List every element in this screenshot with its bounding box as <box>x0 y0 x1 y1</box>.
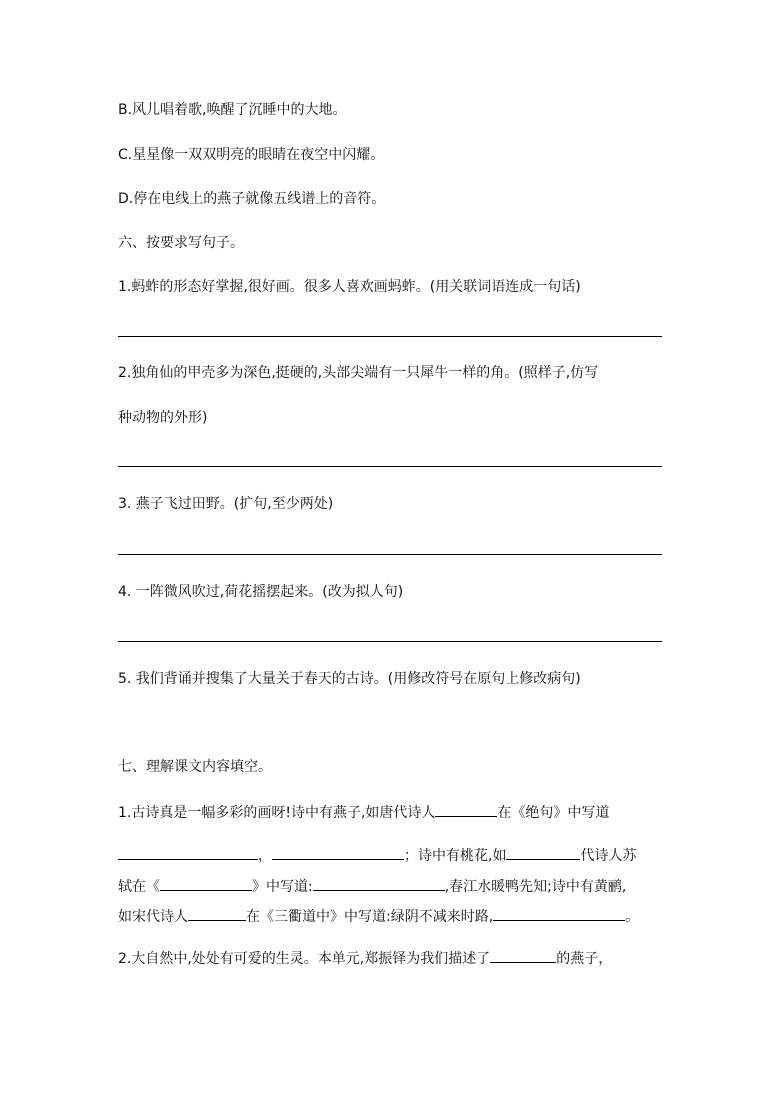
answer-line-6-1[interactable] <box>118 336 662 337</box>
question-6-5: 5. 我们背诵并搜集了大量关于春天的古诗。(用修改符号在原句上修改病句) <box>118 671 581 687</box>
text-segment: 》中写道: <box>252 879 313 895</box>
question-7-2-line1 <box>118 947 612 969</box>
blank-swallow[interactable] <box>490 947 556 963</box>
question-6-3: 3. 燕子飞过田野。(扩句,至少两处) <box>118 496 334 512</box>
text-segment: 代诗人苏 <box>580 848 637 864</box>
option-c: C.星星像一双双明亮的眼睛在夜空中闪耀。 <box>118 147 385 163</box>
question-7-1-line2 <box>118 844 636 866</box>
question-7-1-line3 <box>118 875 626 897</box>
blank-verse-1[interactable] <box>118 844 258 860</box>
blank-poet-1[interactable] <box>435 801 497 817</box>
option-d: D.停在电线上的燕子就像五线谱上的音符。 <box>118 191 386 207</box>
text-segment: ， <box>258 848 272 864</box>
answer-line-6-3[interactable] <box>118 554 662 555</box>
answer-line-6-2[interactable] <box>118 466 662 467</box>
answer-line-6-4[interactable] <box>118 641 662 642</box>
text-segment: ,春江水暖鸭先知;诗中有黄鹂, <box>444 879 627 895</box>
text-segment: 在《三衢道中》中写道:绿阴不减来时路, <box>246 909 494 925</box>
question-7-1-line4 <box>118 905 639 927</box>
blank-verse-2[interactable] <box>272 844 404 860</box>
blank-verse-3[interactable] <box>313 875 445 891</box>
text-segment: 的燕子， <box>556 951 613 967</box>
option-b: B.风儿唱着歌,唤醒了沉睡中的大地。 <box>118 102 347 118</box>
blank-dynasty[interactable] <box>506 844 580 860</box>
text-segment: 。 <box>625 909 640 925</box>
section-7-title: 七、理解课文内容填空。 <box>118 759 272 775</box>
question-6-1: 1.蚂蚱的形态好掌握,很好画。很多人喜欢画蚂蚱。(用关联词语连成一句话) <box>118 279 581 295</box>
text-segment: 如宋代诗人 <box>118 909 188 925</box>
text-segment: 在《绝句》中写道 <box>497 805 610 821</box>
blank-poet-2[interactable] <box>188 905 246 921</box>
text-segment: 1.古诗真是一幅多彩的画呀!诗中有燕子,如唐代诗人 <box>118 805 436 821</box>
blank-poem-title[interactable] <box>160 875 252 891</box>
text-segment: 轼在《 <box>118 879 160 895</box>
section-6-title: 六、按要求写句子。 <box>118 235 244 251</box>
text-segment: 2.大自然中,处处有可爱的生灵。本单元,郑振铎为我们描述了 <box>118 951 491 967</box>
question-7-1-line1 <box>118 801 609 823</box>
question-6-2-line1: 2.独角仙的甲壳多为深色,挺硬的,头部尖端有一只犀牛一样的角。(照样子,仿写 <box>118 365 599 381</box>
question-6-2-line2: 种动物的外形) <box>118 410 208 426</box>
question-6-4: 4. 一阵微风吹过,荷花摇摆起来。(改为拟人句) <box>118 584 404 600</box>
text-segment: ；诗中有桃花,如 <box>404 848 507 864</box>
blank-verse-4[interactable] <box>493 905 625 921</box>
